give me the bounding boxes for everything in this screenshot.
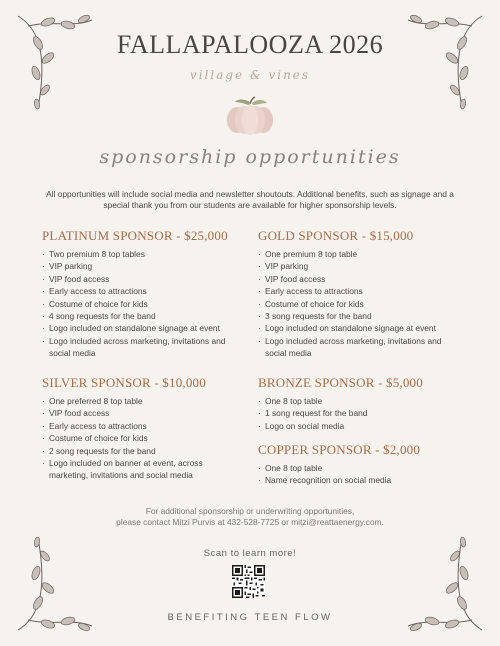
benefit-item: · 1 song request for the band bbox=[258, 407, 473, 419]
contact-info bbox=[0, 506, 500, 528]
benefit-item: · One preferred 8 top table bbox=[42, 395, 257, 407]
pumpkin-icon bbox=[225, 96, 275, 138]
benefit-item: · Costume of choice for kids bbox=[42, 432, 257, 444]
benefit-item: · Costume of choice for kids bbox=[42, 298, 257, 310]
vine-decoration-top-left bbox=[8, 8, 98, 118]
benefit-item: · Logo included on banner at event, across marketing, invitations and social media bbox=[42, 457, 234, 482]
platinum-sponsor-section bbox=[42, 228, 257, 360]
silver-sponsor-heading: SILVER SPONSOR - $10,000 bbox=[42, 375, 206, 390]
benefit-item: · Early access to attractions bbox=[258, 285, 473, 297]
gold-sponsor-heading: GOLD SPONSOR - $15,000 bbox=[258, 228, 414, 243]
benefit-item: · One 8 top table bbox=[258, 462, 473, 474]
bronze-sponsor-section bbox=[258, 375, 473, 432]
copper-benefits-list bbox=[258, 462, 473, 487]
benefit-item: · Two premium 8 top tables bbox=[42, 248, 257, 260]
gold-sponsor-section bbox=[258, 228, 473, 360]
benefit-item: · Early access to attractions bbox=[42, 420, 257, 432]
benefit-item: · Logo included across marketing, invitations and social media bbox=[42, 335, 239, 360]
benefit-item: · VIP food access bbox=[42, 407, 257, 419]
contact-line-1: For additional sponsorship or underwriting opportunities, bbox=[145, 506, 355, 516]
intro-text: All opportunities will include social media and newsletter shoutouts. Additional benefits, such as signage and a special thank you from our students are available for higher sponsorship levels. bbox=[46, 189, 454, 210]
benefit-item: · VIP parking bbox=[42, 260, 257, 272]
benefit-item: · One 8 top table bbox=[258, 395, 473, 407]
benefit-item: · Logo on social media bbox=[258, 420, 473, 432]
scan-text: Scan to learn more! bbox=[203, 548, 297, 559]
qr-code[interactable] bbox=[232, 565, 265, 598]
event-title: FALLAPALOOZA 2026 bbox=[116, 30, 384, 59]
benefit-item: · 3 song requests for the band bbox=[258, 310, 473, 322]
benefit-item: · One premium 8 top table bbox=[258, 248, 473, 260]
benefit-item: · Costume of choice for kids bbox=[258, 298, 473, 310]
benefit-item: · Logo included on standalone signage at event bbox=[258, 322, 473, 334]
event-subtitle: village & vines bbox=[189, 68, 311, 82]
copper-sponsor-section bbox=[258, 442, 473, 487]
benefit-item: · 4 song requests for the band bbox=[42, 310, 257, 322]
benefit-item: · VIP parking bbox=[258, 260, 473, 272]
benefit-item: · Early access to attractions bbox=[42, 285, 257, 297]
benefit-item: · VIP food access bbox=[258, 273, 473, 285]
gold-benefits-list bbox=[258, 248, 473, 360]
bronze-benefits-list bbox=[258, 395, 473, 432]
bronze-sponsor-heading: BRONZE SPONSOR - $5,000 bbox=[258, 375, 423, 390]
silver-sponsor-section bbox=[42, 375, 257, 482]
benefit-item: · VIP food access bbox=[42, 273, 257, 285]
benefit-item: · 2 song requests for the band bbox=[42, 445, 257, 457]
benefit-item: · Name recognition on social media bbox=[258, 474, 473, 486]
benefiting-text: BENEFITING TEEN FLOW bbox=[167, 612, 333, 623]
sponsorship-heading: sponsorship opportunities bbox=[99, 146, 401, 168]
benefit-item: · Logo included across marketing, invitations and social media bbox=[258, 335, 455, 360]
copper-sponsor-heading: COPPER SPONSOR - $2,000 bbox=[258, 442, 421, 457]
contact-line-2[interactable]: please contact Mitzi Purvis at 432-528-7725 or mitzi@reattaenergy.com. bbox=[116, 517, 384, 527]
platinum-benefits-list bbox=[42, 248, 257, 360]
platinum-sponsor-heading: PLATINUM SPONSOR - $25,000 bbox=[42, 228, 228, 243]
vine-decoration-top-right bbox=[402, 8, 492, 118]
benefit-item: · Logo included on standalone signage at event bbox=[42, 322, 257, 334]
silver-benefits-list bbox=[42, 395, 257, 482]
